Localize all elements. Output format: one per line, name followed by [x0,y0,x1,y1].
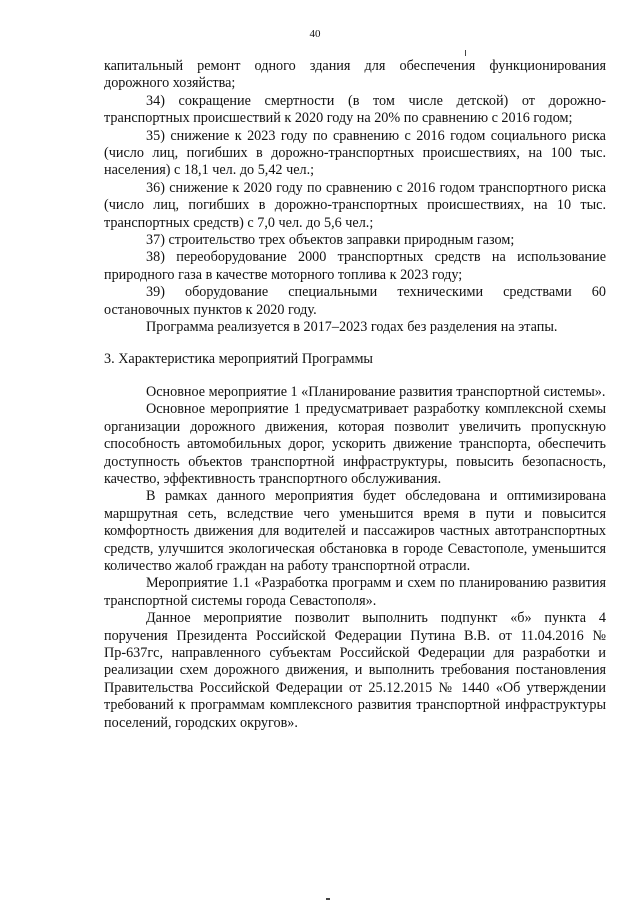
list-item: 34) сокращение смертности (в том числе детской) от дорожно-транспортных происшествий к 2020 году на 20% по сравнению с 2016 годом; [104,92,606,127]
list-item: 39) оборудование специальными техническими средствами 60 остановочных пунктов к 2020 году. [104,284,606,318]
scan-mark-top [465,50,466,56]
section-heading: 3. Характеристика мероприятий Программы [104,350,373,367]
paragraph: Основное мероприятие 1 «Планирование развития транспортной системы». [146,383,606,400]
list-item: 38) переоборудование 2000 транспортных средств на использование природного газа в качестве моторного топлива к 2023 году; [104,249,606,283]
program-period: Программа реализуется в 2017–2023 годах без разделения на этапы. [146,319,558,336]
list-item: 36) снижение к 2020 году по сравнению с 2016 годом транспортного риска (число лиц, погибших в дорожно-транспортных происшествиях, на 10 тыс. транспортных средств) с 7,0 чел. до 5,6 чел.; [104,179,606,231]
list-item: 37) строительство трех объектов заправки природным газом; [146,232,515,249]
paragraph: Данное мероприятие позволит выполнить подпункт «б» пункта 4 поручения Президента Российской Федерации Путина В.В. от 11.04.2016 № Пр-637гс, направленного субъектам Российской Федерации для разработки и реализации схем дорожного движения, и выполнить требования постановления Правительства Российской Федерации от 25.12.2015 № 1440 «Об утверждении требований к программам комплексного развития транспортной инфраструктуры поселений, городских округов». [104,610,606,731]
document-body [104,58,606,732]
paragraph: Мероприятие 1.1 «Разработка программ и схем по планированию развития транспортной системы города Севастополя». [104,575,606,609]
scan-mark-bottom [326,898,330,900]
list-item: капитальный ремонт одного здания для обеспечения функционирования дорожного хозяйства; [104,58,606,92]
list-item: 35) снижение к 2023 году по сравнению с 2016 годом социального риска (число лиц, погибших в дорожно-транспортных происшествиях, на 100 тыс. населения) с 18,1 чел. до 5,42 чел.; [104,127,606,179]
paragraph: Основное мероприятие 1 предусматривает разработку комплексной схемы организации дорожного движения, которая позволит увеличить пропускную способность автомобильных дорог, ускорить движение транспорта, обеспечить доступность объектов транспортной инфраструктуры, повысить безопасность, качество, эффективность транспортного обслуживания. [104,401,606,487]
page-number: 40 [309,28,321,40]
paragraph: В рамках данного мероприятия будет обследована и оптимизирована маршрутная сеть, вследствие чего уменьшится время в пути и повысится комфортность движения для водителей и пассажиров частных автотранспортных средств, улучшится экологическая обстановка в городе Севастополе, уменьшится количество жалоб граждан на работу транспортной отрасли. [104,488,606,574]
